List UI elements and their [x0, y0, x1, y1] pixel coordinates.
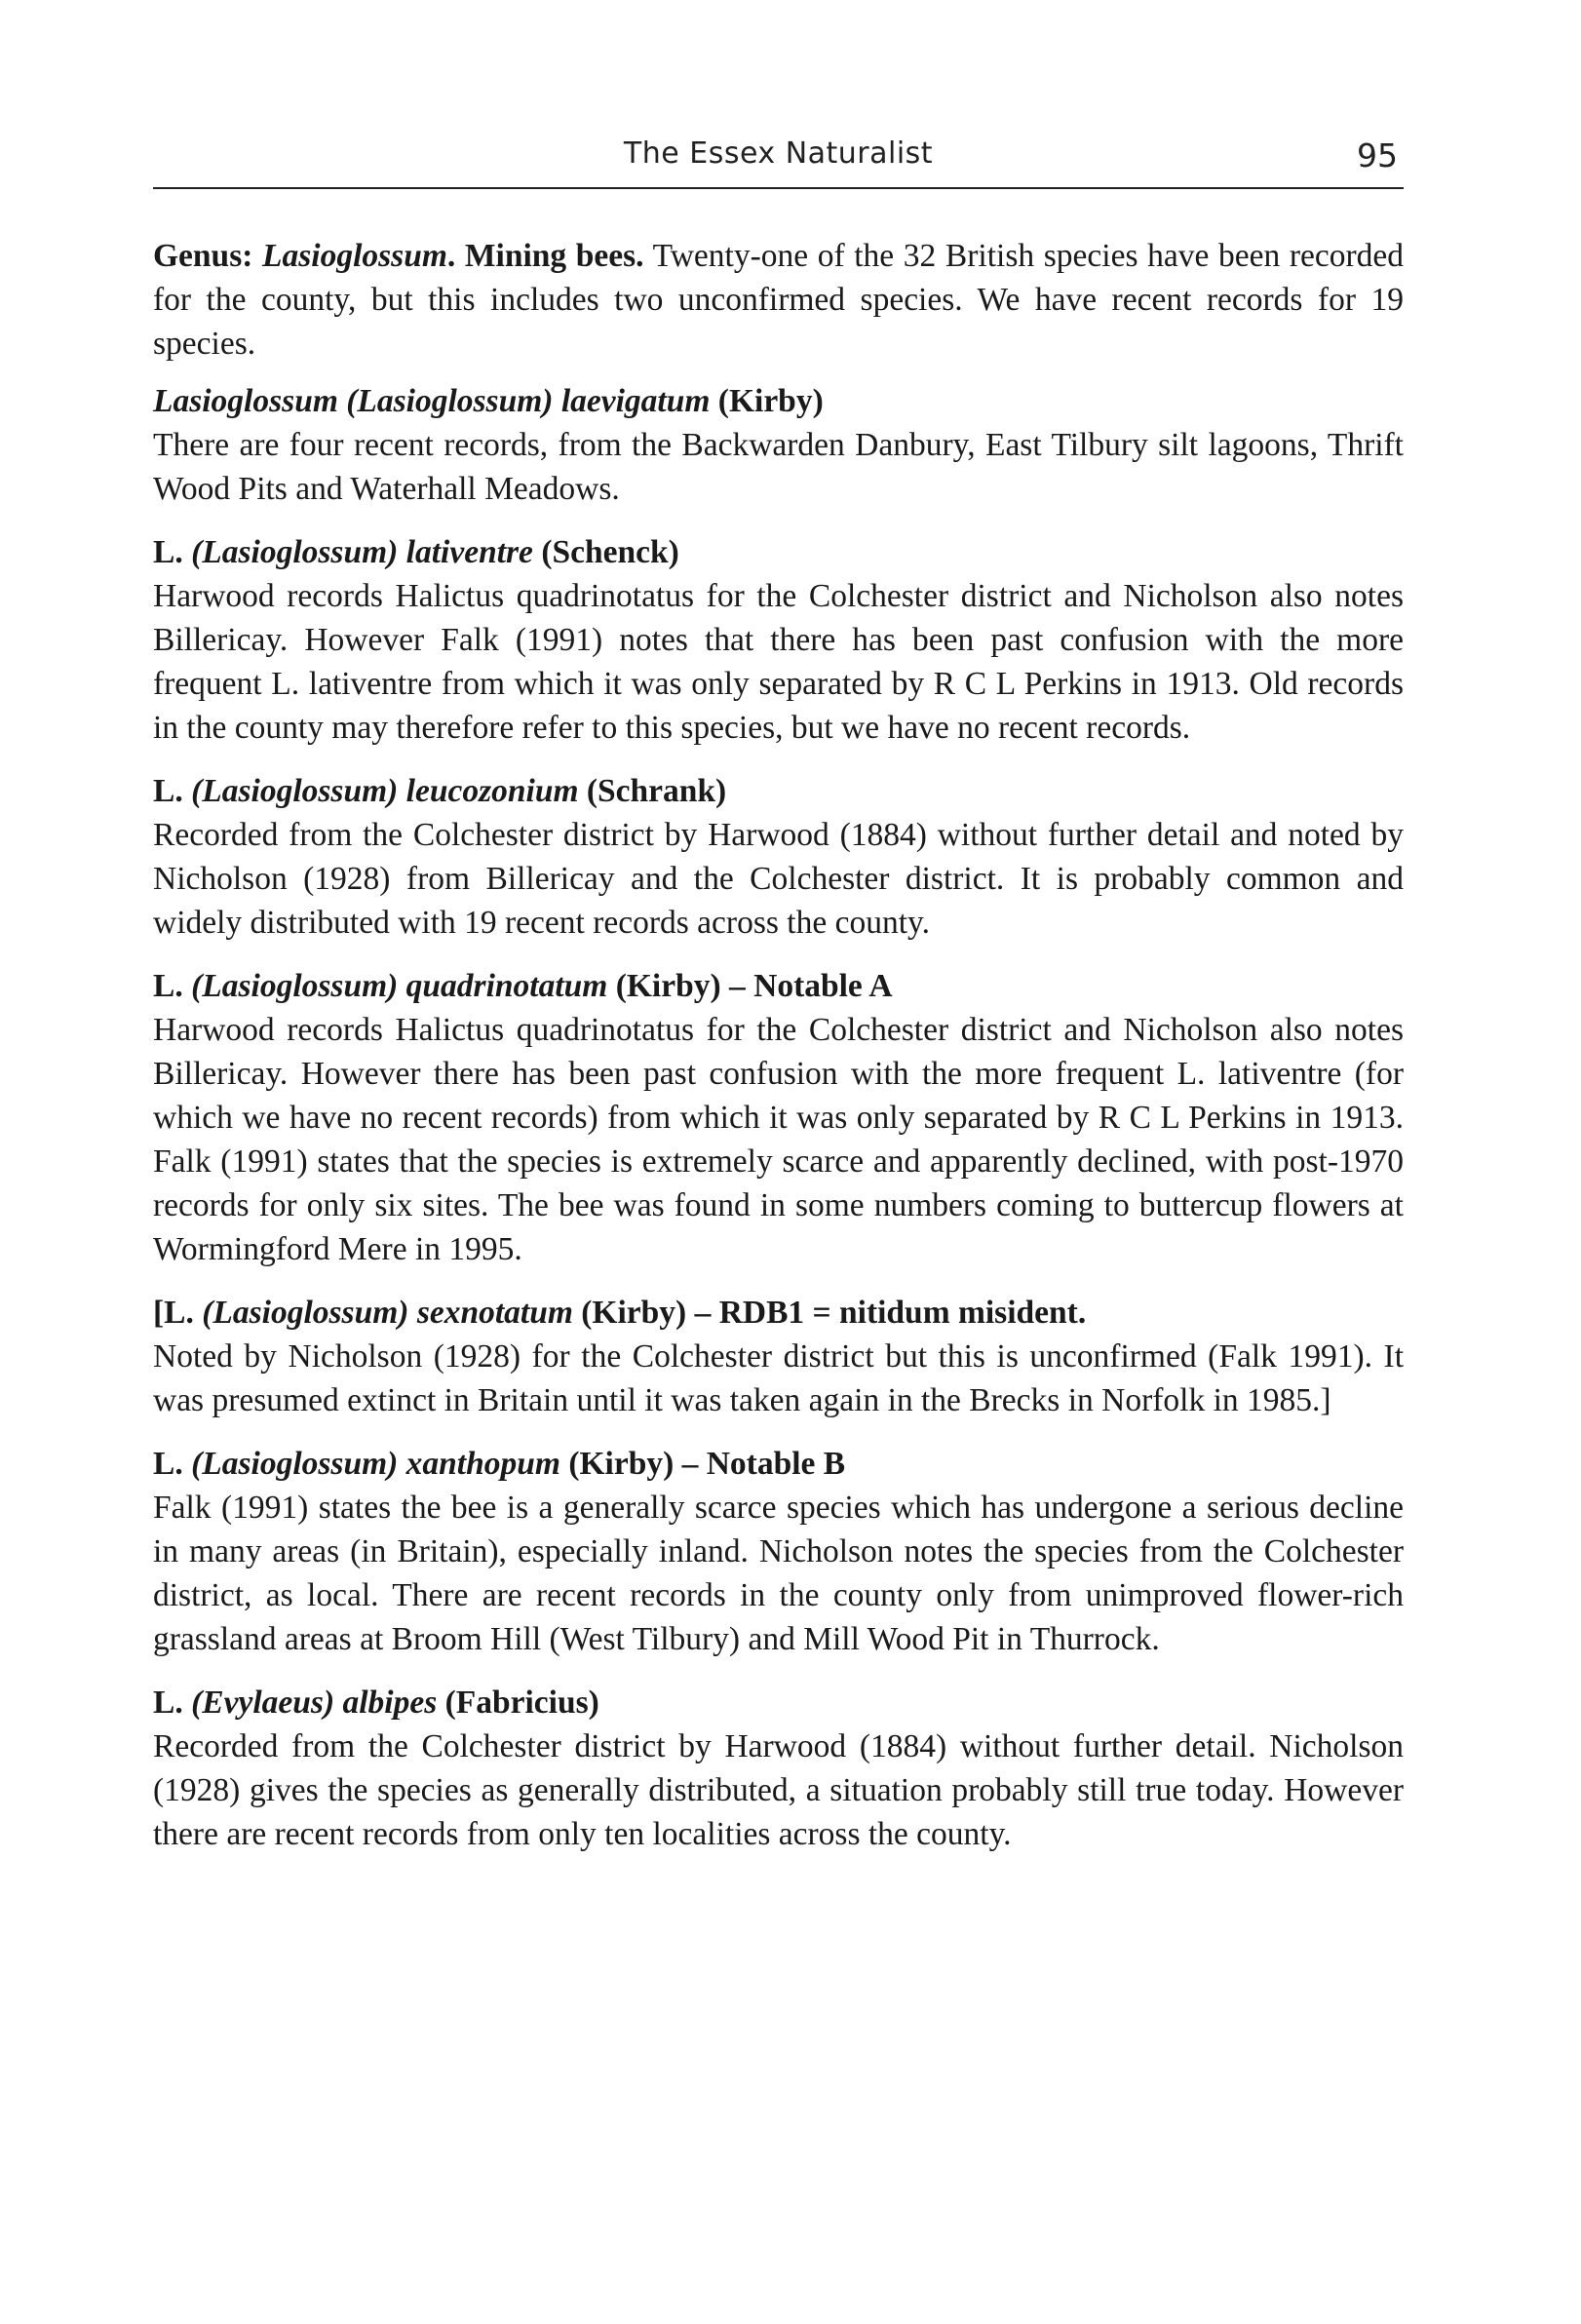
genus-intro-text: Twenty-one of the 32 British species have been recorded for the county, but this includes two unconfirmed species. We have recent records for 19 species.	[153, 238, 1404, 362]
species-text: There are four recent records, from the Backwarden Danbury, East Tilbury silt lagoons, Thrift Wood Pits and Waterhall Meadows.	[153, 427, 1404, 507]
species-text: Harwood records Halictus quadrinotatus for the Colchester district and Nicholson also notes Billericay. However Falk (1991) notes that there has been past confusion with the more frequent L. lativentre from which it was only separated by R C L Perkins in 1913. Old records in the county may therefore refer to this species, but we have no recent records.	[153, 578, 1404, 746]
species-text: Recorded from the Colchester district by Harwood (1884) without further detail and noted by Nicholson (1928) from Billericay and the Colchester district. It is probably common and widely distributed with 19 recent records across the county.	[153, 817, 1404, 941]
species-heading: L. (Lasioglossum) leucozonium (Schrank)	[153, 773, 727, 809]
page-number: 95	[1357, 136, 1398, 174]
genus-intro	[153, 234, 1404, 366]
species-heading: L. (Lasioglossum) quadrinotatum (Kirby) – Notable A	[153, 968, 893, 1004]
page-body	[153, 234, 1404, 1876]
species-name: (Lasioglossum) lativentre	[191, 534, 533, 570]
species-heading: Lasioglossum (Lasioglossum) laevigatum (Kirby)	[153, 383, 824, 419]
species-name: (Lasioglossum) leucozonium	[191, 773, 579, 809]
species-text: Falk (1991) states the bee is a generally scarce species which has undergone a serious decline in many areas (in Britain), especially inland. Nicholson notes the species from the Colchester district, as local. There are recent records in the county only from unimproved flower-rich grassland areas at Broom Hill (West Tilbury) and Mill Wood Pit in Thurrock.	[153, 1490, 1404, 1657]
species-entry	[153, 769, 1404, 945]
species-heading: L. (Lasioglossum) xanthopum (Kirby) – Notable B	[153, 1446, 846, 1482]
species-entry	[153, 964, 1404, 1271]
species-entry	[153, 379, 1404, 511]
species-name: (Lasioglossum) quadrinotatum	[191, 968, 608, 1004]
genus-name: Lasioglossum	[262, 238, 447, 274]
species-heading: [L. (Lasioglossum) sexnotatum (Kirby) – RDB1 = nitidum misident.	[153, 1295, 1087, 1331]
species-name: (Lasioglossum) sexnotatum	[202, 1295, 573, 1331]
species-entry	[153, 530, 1404, 750]
species-name: (Evylaeus) albipes	[191, 1685, 438, 1721]
species-text: Recorded from the Colchester district by Harwood (1884) without further detail. Nicholson (1928) gives the species as generally distributed, a situation probably still true today. However there are recent records from only ten localities across the county.	[153, 1728, 1404, 1852]
running-title: The Essex Naturalist	[623, 136, 934, 171]
species-entry	[153, 1291, 1404, 1422]
species-name: Lasioglossum (Lasioglossum) laevigatum	[153, 383, 711, 419]
genus-label: Genus: Lasioglossum. Mining bees.	[153, 238, 644, 274]
species-text: Harwood records Halictus quadrinotatus for the Colchester district and Nicholson also notes Billericay. However there has been past confusion with the more frequent L. lativentre (for which we have no recent records) from which it was only separated by R C L Perkins in 1913. Falk (1991) states that the species is extremely scarce and apparently declined, with post-1970 records for only six sites. The bee was found in some numbers coming to buttercup flowers at Wormingford Mere in 1995.	[153, 1012, 1404, 1267]
species-text: Noted by Nicholson (1928) for the Colchester district but this is unconfirmed (Falk 1991). It was presumed extinct in Britain until it was taken again in the Brecks in Norfolk in 1985.]	[153, 1338, 1404, 1418]
species-entry	[153, 1681, 1404, 1856]
species-heading: L. (Evylaeus) albipes (Fabricius)	[153, 1685, 599, 1721]
running-header	[153, 129, 1404, 189]
species-entry	[153, 1442, 1404, 1661]
species-heading: L. (Lasioglossum) lativentre (Schenck)	[153, 534, 679, 570]
species-name: (Lasioglossum) xanthopum	[191, 1446, 560, 1482]
